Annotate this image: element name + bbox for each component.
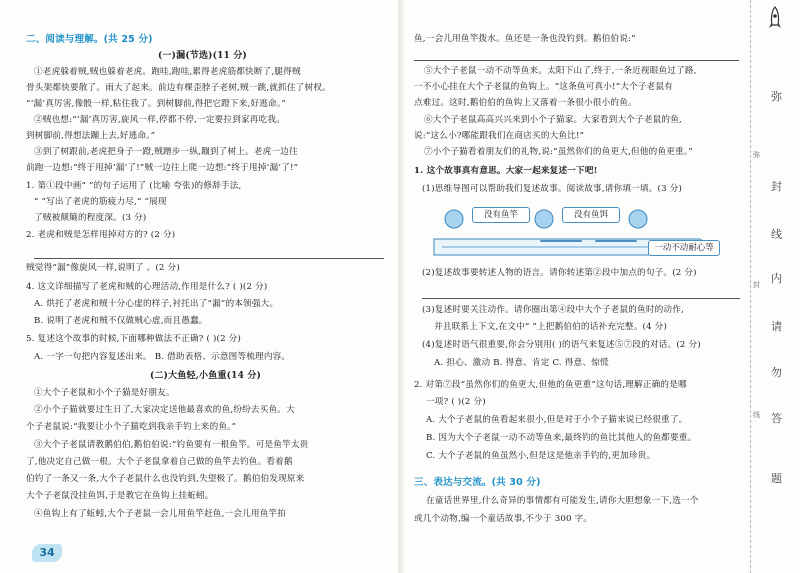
question-1-3-line: 并且联系上下文,在文中“ ”上把鹅伯伯的话补充完整。(4 分) — [434, 322, 668, 332]
para-line: 了,他决定自己做一根。大个子老鼠拿着自己做的鱼竿去钓鱼。看着鹅 — [26, 457, 293, 467]
para-line: 在童话世界里,什么奇异的事情都有可能发生,请你大胆想象一下,选一个 — [426, 496, 699, 506]
para-line: ⑤大个子老鼠一动不动等鱼来。太阳下山了,终于,一条近视眼鱼过了路, — [424, 66, 697, 76]
para-line: ⑥大个子老鼠高高兴兴来到小个子猫家。大家看到大个子老鼠的鱼, — [424, 115, 682, 125]
mouse-icon — [629, 210, 647, 228]
left-page — [0, 0, 398, 573]
binding-char: 答 — [771, 412, 782, 425]
para-line: 说:“这么小?哪能跟我们在商店买的大鱼比!” — [414, 131, 585, 141]
section-title: 三、表达与交流。(共 30 分) — [414, 477, 541, 488]
binding-char: 弥 — [771, 90, 782, 103]
rocket-icon — [767, 6, 783, 32]
question-3: 贼觉得“漏”像旋风一样,说明了 。(2 分) — [26, 263, 180, 273]
binding-char: 请 — [771, 320, 782, 333]
binding-small-char: 线 — [753, 411, 760, 419]
question-1-line: 了贼被颠簸的程度深。(3 分) — [34, 213, 147, 223]
flow-box: 没有鱼竿 — [472, 207, 530, 223]
para-line: 前跑一边想:“终于甩掉‘漏’了!”贼一边往上爬一边想:“终于甩掉‘漏’了!” — [26, 163, 299, 173]
question-1-line: “ ”写出了老虎的筋疲力尽,“ ”展现 — [34, 197, 167, 207]
option: A. 烘托了老虎和贼十分心虚的样子,衬托出了“漏”的本领强大。 — [34, 299, 279, 309]
question-1-1: (1)思维导图可以帮助我们复述故事。阅读故事,请你填一填。(3 分) — [422, 184, 683, 194]
para-line: 骨头架都快要散了。雨大了起来。前边有棵歪脖子老树,贼一跳,就抓住了树杈。 — [26, 83, 331, 93]
question-1-2: (2)复述故事要转述人物的语言。请你转述第②段中加点的句子。(2 分) — [422, 268, 697, 278]
para-line: ⑦小个子猫看着朋友们的礼物,说:“虽然你们的鱼更大,但他的鱼更重。” — [424, 147, 693, 157]
para-line: 或几个动物,编一个童话故事,不少于 300 字。 — [414, 514, 593, 524]
option: A. 担心、激动 B. 得意、肯定 C. 得意、惊慌 — [434, 358, 609, 368]
para-line: 到树脚前,得想法蹦上去,好逃命。” — [26, 131, 156, 141]
para-line: 一不小心挂在大个子老鼠的鱼钩上。“这条鱼可真小!”大个子老鼠有 — [414, 82, 674, 92]
option: B. 因为大个子老鼠一动不动等鱼来,最终钓的鱼比其他人的鱼都要重。 — [426, 433, 697, 443]
question-1-4: (4)复述时语气很重要,你会分别用( )的语气来复述⑤⑦段的对话。(2 分) — [422, 340, 701, 350]
mouse-icon — [535, 210, 553, 228]
right-page — [404, 0, 750, 573]
binding-char: 勿 — [771, 366, 782, 379]
part2-title: (二)大鱼轻,小鱼重(14 分) — [150, 371, 262, 381]
para-line: 点难过。这时,鹅伯伯的鱼钩上又落着一条很小很小的鱼。 — [414, 98, 637, 108]
para-line: ④鱼钩上有了蚯蚓,大个子老鼠一会儿用鱼竿赶鱼,一会儿用鱼竿拍 — [34, 509, 287, 519]
para-line: 伯钓了一条又一条,大个子老鼠什么也没钓到,失望极了。鹅伯伯发现原来 — [26, 474, 305, 484]
question-1-3: (3)复述时要关注动作。请你圈出第④段中大个子老鼠的鱼时的动作, — [422, 305, 684, 315]
flow-box: 一动不动耐心等 — [648, 240, 720, 256]
flow-blank[interactable] — [595, 240, 637, 242]
answer-line[interactable] — [414, 60, 739, 61]
binding-char: 题 — [771, 472, 782, 485]
option: A. 一字一句把内容复述出来。 B. 借助表格、示意图等梳理内容。 — [34, 352, 291, 362]
binding-char: 线 — [771, 228, 782, 241]
binding-char: 封 — [771, 180, 782, 193]
para-line: ③大个子老鼠请教鹅伯伯,鹅伯伯说:“钓鱼要有一根鱼竿。可是鱼竿太贵 — [34, 440, 309, 450]
question-4: 4. 这文详细描写了老虎和贼的心理活动,作用是什么? ( )(2 分) — [26, 282, 268, 292]
section-title: 二、阅读与理解。(共 25 分) — [26, 34, 153, 45]
option: B. 说明了老虎和贼不仅做贼心虚,而且愚蠢。 — [34, 316, 208, 326]
para-line: ③到了树跟前,老虎把身子一蹬,贼蹭步一纵,蹦到了树上。老虎一边往 — [34, 147, 298, 157]
question-1: 1. 第①段中画“ ”的句子运用了 (比喻 夸张)的修辞手法, — [26, 181, 242, 191]
para-line: 个子老鼠说:“我要让小个子猫吃到我亲手钓上来的鱼。” — [26, 422, 237, 432]
para-line: ②贼也想:“‘漏’真厉害,旋风一样,停都不停,一定要拉到家再吃我。 — [34, 115, 285, 125]
option: A. 大个子老鼠的鱼看起来很小,但是对于小个子猫来说已经很重了。 — [426, 415, 688, 425]
para-line: 大个子老鼠没挂鱼饵,于是教它在鱼钩上挂蚯蚓。 — [26, 491, 214, 501]
question-2-line: 一项? ( )(2 分) — [426, 397, 486, 407]
para-line: ②小个子猫就要过生日了,大家决定送他最喜欢的鱼,纷纷去买鱼。大 — [34, 405, 295, 415]
question-2: 2. 对第⑦段“虽然你们的鱼更大,但他的鱼更重”这句话,理解正确的是哪 — [414, 380, 687, 390]
flow-box: 没有鱼饵 — [562, 207, 620, 223]
part1-title: (一)漏(节选)(11 分) — [158, 51, 248, 61]
para-line: ①老虎躲着贼,贼也躲着老虎。跑哇,跑哇,累得老虎筋都快断了,腿得贼 — [34, 67, 301, 77]
para-line: 鱼,一会儿用鱼竿拨水。鱼还是一条也没钓到。鹅伯伯说:“ — [414, 34, 636, 44]
page-number: 34 — [32, 544, 62, 562]
para-line: ①大个子老鼠和小个子猫是好朋友。 — [34, 388, 175, 398]
question-5: 5. 复述这个故事的时候,下面哪种做法不正确? ( )(2 分) — [26, 334, 242, 344]
binding-char: 内 — [771, 272, 782, 285]
question-2: 2. 老虎和贼是怎样甩掉对方的? (2 分) — [26, 230, 176, 240]
option: C. 大个子老鼠的鱼虽然小,但是这是他亲手钓的,更加珍贵。 — [426, 451, 656, 461]
mouse-icon — [445, 210, 463, 228]
binding-small-char: 封 — [753, 281, 760, 289]
binding-small-char: 弥 — [753, 151, 760, 159]
answer-line[interactable] — [34, 258, 384, 259]
binding-margin — [750, 0, 800, 573]
question-1: 1. 这个故事真有意思。大家一起来复述一下吧! — [414, 166, 598, 176]
para-line: “‘漏’真厉害,像骰一样,粘住我了。到树脚前,得把它蹬下来,好逃命。” — [26, 99, 286, 109]
flow-blank[interactable] — [540, 240, 582, 242]
